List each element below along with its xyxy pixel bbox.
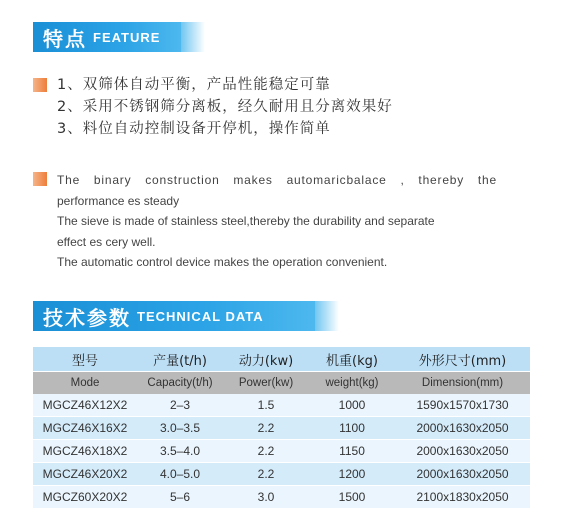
feature-en-line: performance es steady bbox=[57, 193, 180, 208]
weight-cell: 1200 bbox=[309, 463, 395, 486]
bullet-square-icon bbox=[33, 172, 47, 186]
model-cell: MGCZ60X20X2 bbox=[33, 486, 137, 509]
feature-cn-point: 2、采用不锈钢筛分离板，经久耐用且分离效果好 bbox=[57, 99, 393, 115]
weight-cell: 1000 bbox=[309, 394, 395, 417]
technical-banner-fade bbox=[315, 301, 339, 331]
technical-title-en: TECHNICAL DATA bbox=[137, 308, 264, 324]
feature-cn-point: 1、双筛体自动平衡，产品性能稳定可靠 bbox=[57, 77, 331, 93]
power-cell: 2.2 bbox=[223, 417, 309, 440]
dimension-cell: 1590x1570x1730 bbox=[395, 394, 530, 417]
bullet-square-icon bbox=[33, 78, 47, 92]
capacity-cell: 4.0–5.0 bbox=[137, 463, 223, 486]
header-cell: 产量(t/h) bbox=[137, 347, 223, 372]
feature-cn-point: 3、料位自动控制设备开停机，操作简单 bbox=[57, 121, 331, 137]
model-cell: MGCZ46X12X2 bbox=[33, 394, 137, 417]
power-cell: 3.0 bbox=[223, 486, 309, 509]
header-cell: weight(kg) bbox=[309, 372, 395, 395]
power-cell: 2.2 bbox=[223, 440, 309, 463]
header-cell: Dimension(mm) bbox=[395, 372, 530, 395]
technical-data-table bbox=[33, 347, 530, 509]
feature-en-line: The binary construction makes automaricbalace , thereby the bbox=[57, 173, 497, 187]
dimension-cell: 2000x1630x2050 bbox=[395, 417, 530, 440]
feature-cn-list bbox=[57, 74, 393, 140]
dimension-cell: 2000x1630x2050 bbox=[395, 440, 530, 463]
table-header-row-cn bbox=[33, 347, 530, 372]
header-cell: 动力(kw) bbox=[223, 347, 309, 372]
model-cell: MGCZ46X16X2 bbox=[33, 417, 137, 440]
weight-cell: 1500 bbox=[309, 486, 395, 509]
feature-en-line: The automatic control device makes the operation convenient. bbox=[57, 255, 388, 269]
header-cell: 外形尺寸(mm) bbox=[395, 347, 530, 372]
weight-cell: 1150 bbox=[309, 440, 395, 463]
model-cell: MGCZ46X18X2 bbox=[33, 440, 137, 463]
feature-banner bbox=[33, 22, 181, 52]
technical-title-cn: 技术参数 bbox=[43, 305, 131, 330]
header-cell: Mode bbox=[33, 372, 137, 395]
model-cell: MGCZ46X20X2 bbox=[33, 463, 137, 486]
feature-en-line: effect es cery well. bbox=[57, 234, 156, 249]
capacity-cell: 3.5–4.0 bbox=[137, 440, 223, 463]
table-row bbox=[33, 394, 530, 417]
feature-title-en: FEATURE bbox=[93, 29, 161, 45]
dimension-cell: 2100x1830x2050 bbox=[395, 486, 530, 509]
table-row bbox=[33, 486, 530, 509]
feature-en-line: The sieve is made of stainless steel,thereby the durability and separate bbox=[57, 214, 435, 228]
power-cell: 2.2 bbox=[223, 463, 309, 486]
feature-title-cn: 特点 bbox=[43, 26, 87, 51]
table-header-row-en bbox=[33, 372, 530, 395]
power-cell: 1.5 bbox=[223, 394, 309, 417]
table-row bbox=[33, 417, 530, 440]
capacity-cell: 2–3 bbox=[137, 394, 223, 417]
header-cell: Power(kw) bbox=[223, 372, 309, 395]
header-cell: Capacity(t/h) bbox=[137, 372, 223, 395]
feature-en-paragraph bbox=[57, 170, 497, 273]
technical-banner bbox=[33, 301, 315, 331]
capacity-cell: 3.0–3.5 bbox=[137, 417, 223, 440]
capacity-cell: 5–6 bbox=[137, 486, 223, 509]
weight-cell: 1100 bbox=[309, 417, 395, 440]
dimension-cell: 2000x1630x2050 bbox=[395, 463, 530, 486]
table-row bbox=[33, 463, 530, 486]
header-cell: 型号 bbox=[33, 347, 137, 372]
header-cell: 机重(kg) bbox=[309, 347, 395, 372]
table-row bbox=[33, 440, 530, 463]
feature-banner-fade bbox=[181, 22, 205, 52]
